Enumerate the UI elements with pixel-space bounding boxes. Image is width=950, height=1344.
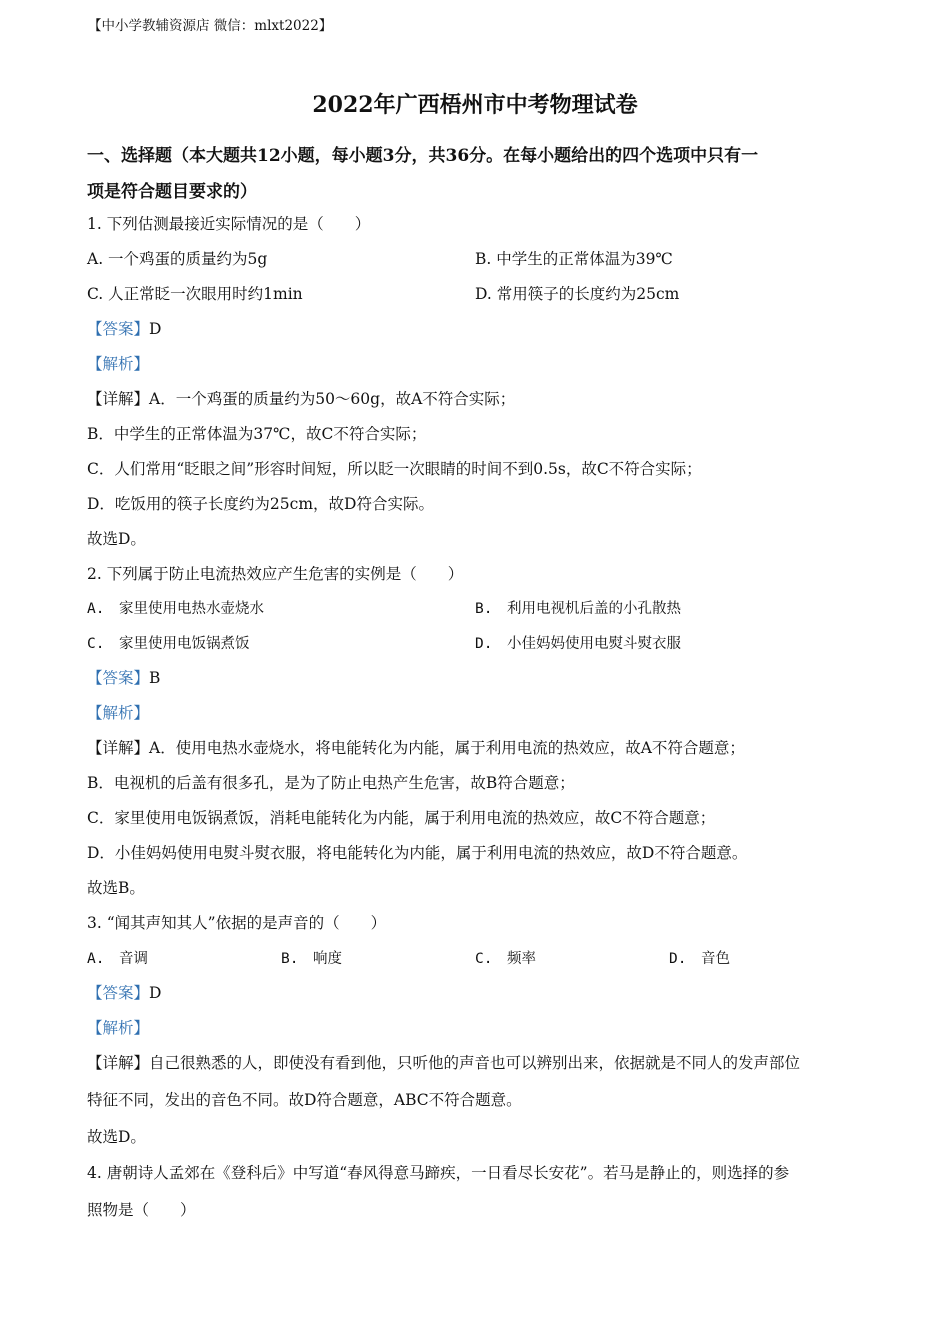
q2-option-a: A. 家里使用电热水壶烧水 xyxy=(87,601,264,617)
q3-analysis-tag: 【解析】 xyxy=(87,1019,150,1037)
answer-value: D xyxy=(149,320,162,338)
q2-detail-line: C．家里使用电饭锅煮饭，消耗电能转化为内能，属于利用电流的热效应，故C不符合题意； xyxy=(87,809,716,827)
detail-text: 自己很熟悉的人，即使没有看到他，只听他的声音也可以辨别出来，依据就是不同人的发声部位 xyxy=(149,1054,801,1072)
q3-detail-line xyxy=(87,1053,800,1073)
q4-stem-line1: 4. 唐朝诗人孟郊在《登科后》中写道“春风得意马蹄疾，一日看尽长安花”。若马是静止的，则选择的参 xyxy=(87,1164,790,1182)
q2-detail-line: D．小佳妈妈使用电熨斗熨衣服，将电能转化为内能，属于利用电流的热效应，故D不符合题意。 xyxy=(87,844,748,862)
q2-analysis-tag: 【解析】 xyxy=(87,704,150,722)
q1-option-d: D. 常用筷子的长度约为25cm xyxy=(475,285,680,303)
q2-conclusion: 故选B。 xyxy=(87,879,145,897)
q1-detail-line xyxy=(87,389,515,409)
answer-tag: 【答案】 xyxy=(87,320,150,338)
q4-stem-line2: 照物是（ ） xyxy=(87,1201,196,1219)
q3-detail-line: 特征不同，发出的音色不同。故D符合题意，ABC不符合题意。 xyxy=(87,1091,522,1109)
q3-option-b: B. 响度 xyxy=(281,951,342,967)
q2-detail-line xyxy=(87,738,745,758)
detail-tag: 【详解】 xyxy=(87,1054,150,1072)
q1-analysis-tag: 【解析】 xyxy=(87,355,150,373)
detail-text: A．一个鸡蛋的质量约为50～60g，故A不符合实际； xyxy=(149,390,516,408)
detail-tag: 【详解】 xyxy=(87,739,150,757)
q3-option-c: C. 频率 xyxy=(475,951,536,967)
q1-option-c: C. 人正常眨一次眼用时约1min xyxy=(87,285,303,303)
q1-detail-line: B．中学生的正常体温为37℃，故C不符合实际； xyxy=(87,425,427,443)
detail-text: A．使用电热水壶烧水，将电能转化为内能，属于利用电流的热效应，故A不符合题意； xyxy=(149,739,745,757)
q1-answer xyxy=(87,319,161,339)
q2-option-c: C. 家里使用电饭锅煮饭 xyxy=(87,636,250,652)
q1-detail-line: D．吃饭用的筷子长度约为25cm，故D符合实际。 xyxy=(87,495,434,513)
q1-option-a: A. 一个鸡蛋的质量约为5g xyxy=(87,250,268,268)
q3-conclusion: 故选D。 xyxy=(87,1128,146,1146)
answer-tag: 【答案】 xyxy=(87,669,150,687)
answer-value: B xyxy=(149,669,161,687)
q1-conclusion: 故选D。 xyxy=(87,530,146,548)
q2-stem: 2. 下列属于防止电流热效应产生危害的实例是（ ） xyxy=(87,565,464,583)
q2-detail-line: B．电视机的后盖有很多孔，是为了防止电热产生危害，故B符合题意； xyxy=(87,774,575,792)
q3-answer xyxy=(87,983,161,1003)
q3-option-d: D. 音色 xyxy=(669,951,730,967)
answer-value: D xyxy=(149,984,162,1002)
q1-detail-line: C．人们常用“眨眼之间”形容时间短，所以眨一次眼睛的时间不到0.5s，故C不符合实际； xyxy=(87,460,702,478)
q3-stem: 3. “闻其声知其人”依据的是声音的（ ） xyxy=(87,914,387,932)
q1-option-b: B. 中学生的正常体温为39℃ xyxy=(475,250,673,268)
detail-tag: 【详解】 xyxy=(87,390,150,408)
q1-stem: 1. 下列估测最接近实际情况的是（ ） xyxy=(87,215,371,233)
q2-option-d: D. 小佳妈妈使用电熨斗熨衣服 xyxy=(475,636,681,652)
section-heading-line2: 项是符合题目要求的） xyxy=(87,182,257,202)
page-header: 【中小学教辅资源店 微信：mlxt2022】 xyxy=(88,18,333,34)
q3-option-a: A. 音调 xyxy=(87,951,148,967)
section-heading-line1: 一、选择题（本大题共12小题，每小题3分，共36分。在每小题给出的四个选项中只有一 xyxy=(87,146,759,166)
q2-answer xyxy=(87,668,160,688)
q2-option-b: B. 利用电视机后盖的小孔散热 xyxy=(475,601,681,617)
page-title: 2022年广西梧州市中考物理试卷 xyxy=(312,92,638,118)
answer-tag: 【答案】 xyxy=(87,984,150,1002)
